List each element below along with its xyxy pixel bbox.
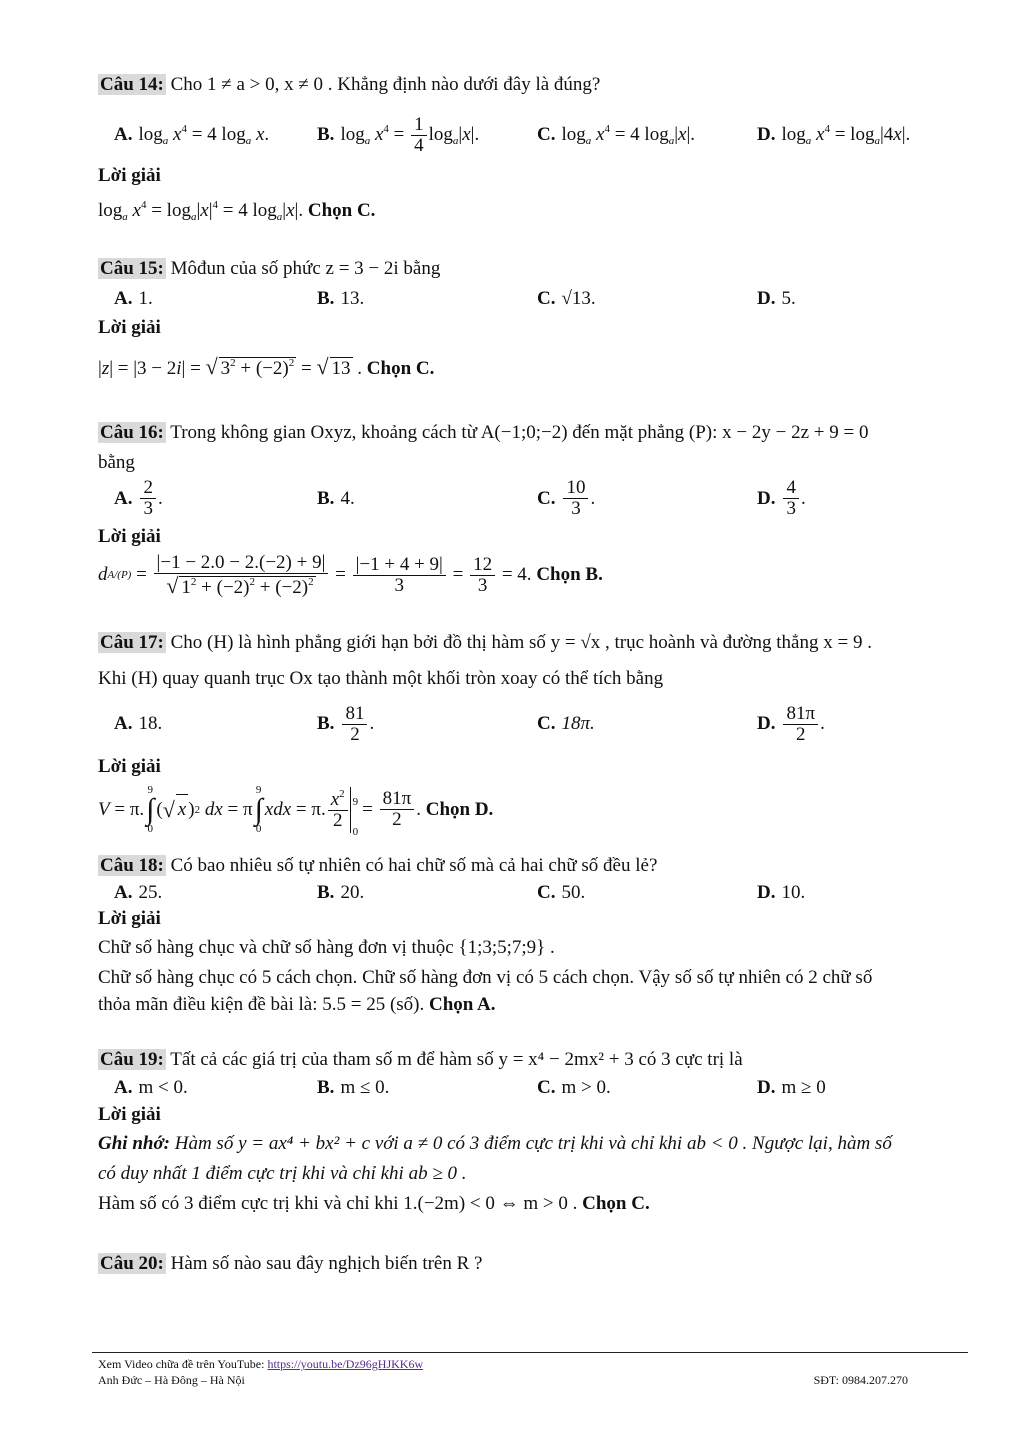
solution-18-line-3: thỏa mãn điều kiện đề bài là: 5.5 = 25 (số). Chọn A. xyxy=(98,993,496,1015)
question-16 xyxy=(98,418,968,598)
question-17-options xyxy=(98,704,968,745)
question-14-options xyxy=(98,114,968,156)
option-b: B. $\frac{81}{2}$ . xyxy=(317,702,375,745)
option-d: D. $\frac{4}{3}$ . xyxy=(757,477,806,520)
option-b: B. 4. xyxy=(317,487,355,509)
footer-phone: SĐT: 0984.207.270 xyxy=(813,1373,908,1387)
question-17-text-2: Khi (H) quay quanh trục Ox tạo thành một khối tròn xoay có thể tích bằng xyxy=(98,667,664,689)
option-a: A. $\log_a x^4 = 4$ $\log_a x$. xyxy=(114,123,270,148)
solution-18-line-1: Chữ số hàng chục và chữ số hàng đơn vị thuộc {1;3;5;7;9} . xyxy=(98,936,555,958)
exam-page xyxy=(98,70,968,1279)
question-18-text: Có bao nhiêu số tự nhiên có hai chữ số mà cả hai chữ số đều lẻ? xyxy=(170,854,658,876)
solution-title: Lời giải xyxy=(98,755,161,777)
option-c: C. 50. xyxy=(537,881,586,903)
option-d: D. $\frac{81\pi}{2}$ . xyxy=(757,702,825,745)
footer-video: Xem Video chữa đề trên YouTube: https://youtu.be/Dz96gHJKK6w xyxy=(98,1357,424,1371)
youtube-link[interactable]: https://youtu.be/Dz96gHJKK6w xyxy=(267,1357,424,1371)
question-17-label: Câu 17: xyxy=(100,631,164,653)
footer-author: Anh Đức – Hà Đông – Hà Nội xyxy=(98,1373,245,1387)
option-b: B. m ≤ 0. xyxy=(317,1076,390,1098)
footer-divider xyxy=(92,1352,968,1353)
question-20 xyxy=(98,1249,968,1279)
option-d: D. 5. xyxy=(757,288,796,310)
question-17-text: Cho (H) là hình phẳng giới hạn bởi đồ thị hàm số y = √x , trục hoành và đường thẳng x = 9 . xyxy=(170,631,872,653)
solution-18-line-2: Chữ số hàng chục có 5 cách chọn. Chữ số hàng đơn vị có 5 cách chọn. Vậy số số tự nhiên có 2 chữ số xyxy=(98,966,873,988)
option-d: D. m ≥ 0 xyxy=(757,1076,826,1098)
question-15-text: Môđun của số phức z = 3 − 2i bằng xyxy=(170,258,441,280)
solution-16: d A/(P) = $\frac{|-1 - 2.0 - 2.(-2) + 9|}{√ 1^2 + (-2)^2 + (-2)^2}$ = $\frac{|-1 + 4 + 9|}{3}$ = $\frac{12}{3}$ = 4. Chọn B. xyxy=(98,551,603,598)
solution-title: Lời giải xyxy=(98,907,161,929)
question-15-options xyxy=(98,284,968,314)
solution-15: |z| = |3 − 2i| = √ $3^2 + (-2)^2$ = √ 13 . Chọn C. xyxy=(98,354,435,380)
question-17 xyxy=(98,628,968,838)
option-c: C. √13. xyxy=(537,288,596,310)
option-a: A. $\frac{2}{3}$ . xyxy=(114,477,163,520)
option-b: B. 20. xyxy=(317,881,365,903)
option-c: C. 18π. xyxy=(537,713,595,735)
solution-title: Lời giải xyxy=(98,317,161,339)
option-a: A. 25. xyxy=(114,881,163,903)
question-19-label: Câu 19: xyxy=(100,1048,164,1070)
question-18 xyxy=(98,851,968,1017)
question-14-label: Câu 14: xyxy=(100,74,164,95)
option-a: A. m < 0. xyxy=(114,1076,188,1098)
question-16-options xyxy=(98,478,968,519)
question-18-label: Câu 18: xyxy=(100,854,164,876)
question-15-label: Câu 15: xyxy=(100,258,164,280)
question-19-text: Tất cả các giá trị của tham số m để hàm số y = x⁴ − 2mx² + 3 có 3 cực trị là xyxy=(170,1048,743,1070)
solution-14: $\log_a x^4 = \log_a|x|^4 = 4$ $\log_a|x|$. Chọn C. xyxy=(98,199,376,224)
question-20-label: Câu 20: xyxy=(100,1252,164,1274)
question-14-stem xyxy=(98,70,968,100)
question-20-text: Hàm số nào sau đây nghịch biến trên R ? xyxy=(170,1252,483,1274)
question-16-text-2: bằng xyxy=(98,452,135,474)
option-c: C. $\log_a x^4 = 4$ $\log_a|x|$. xyxy=(537,123,696,148)
option-a: A. 18. xyxy=(114,713,163,735)
option-c: C. m > 0. xyxy=(537,1076,611,1098)
solution-title: Lời giải xyxy=(98,525,161,547)
solution-title: Lời giải xyxy=(98,165,161,187)
option-a: A. 1. xyxy=(114,288,153,310)
solution-19-note-1: Ghi nhớ: Hàm số y = ax⁴ + bx² + c với a ≠ 0 có 3 điểm cực trị khi và chỉ khi ab < 0 . Ngược lại, hàm số xyxy=(98,1132,892,1154)
question-14-text: Cho 1 ≠ a > 0, x ≠ 0 . Khẳng định nào dưới đây là đúng? xyxy=(170,74,601,95)
question-16-label: Câu 16: xyxy=(100,422,164,444)
solution-title: Lời giải xyxy=(98,1103,161,1125)
question-19 xyxy=(98,1045,968,1219)
solution-19-note-2: có duy nhất 1 điểm cực trị khi và chỉ khi ab ≥ 0 . xyxy=(98,1162,467,1184)
page-footer xyxy=(98,1356,908,1388)
option-d: D. 10. xyxy=(757,881,806,903)
option-b: B. 13. xyxy=(317,288,365,310)
question-14 xyxy=(98,70,968,232)
question-18-options xyxy=(98,881,968,905)
question-15 xyxy=(98,254,968,384)
option-d: D. $\log_a x^4 = \log_a|4x|$. xyxy=(757,123,911,148)
solution-19-line: Hàm số có 3 điểm cực trị khi và chỉ khi 1.(−2m) < 0 ⇔ m > 0 . Chọn C. xyxy=(98,1192,650,1214)
question-19-options xyxy=(98,1075,968,1101)
option-c: C. $\frac{10}{3}$ . xyxy=(537,477,596,520)
question-16-text: Trong không gian Oxyz, khoảng cách từ A(−1;0;−2) đến mặt phẳng (P): x − 2y − 2z + 9 = 0 xyxy=(170,422,869,444)
solution-17: V = π. 9 ∫ 0 ( √ x ) 2 dx = π 9 ∫ 0 xdx = π. $\frac{x^2}{2}$ 9 0 = $\frac{81\pi}{2}$ . Chọn D. xyxy=(98,783,494,838)
option-b: B. $\log_a x^4$ = $\frac{1}{4}$ $\log_a|x|$. xyxy=(317,114,480,157)
